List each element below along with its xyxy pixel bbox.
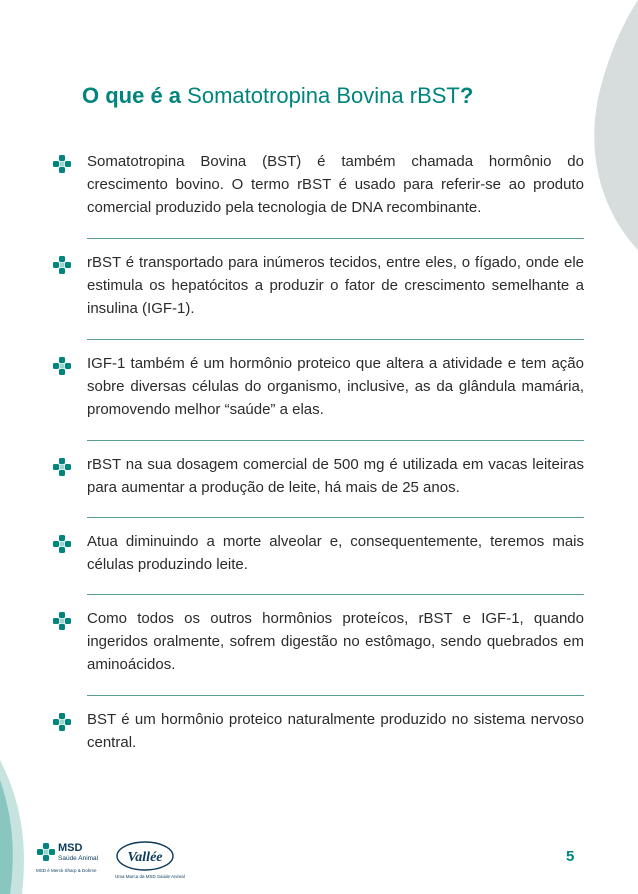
page-number: 5	[566, 848, 575, 865]
list-item	[52, 708, 584, 758]
title-question-mark: ?	[459, 83, 474, 108]
vallee-logo-text: Vallée	[127, 850, 163, 865]
vallee-tagline: Uma Marca da MSD Saúde Animal	[115, 874, 185, 879]
msd-cross-icon	[52, 611, 72, 631]
msd-logo-icon	[36, 842, 56, 862]
list-item	[52, 607, 584, 681]
divider	[87, 594, 584, 595]
title-bold-part: O que é a	[82, 83, 182, 108]
list-item	[52, 150, 584, 224]
divider	[87, 238, 584, 239]
msd-cross-icon	[52, 154, 72, 174]
msd-cross-icon	[52, 356, 72, 376]
list-item	[52, 251, 584, 325]
list-item	[52, 530, 584, 580]
vallee-logo-icon	[115, 840, 175, 872]
list-item	[52, 352, 584, 426]
msd-cross-icon	[52, 712, 72, 732]
title-light-part: Somatotropina Bovina rBST	[187, 83, 460, 108]
list-item-text: Somatotropina Bovina (BST) é também chamada hormônio do crescimento bovino. O termo rBST é usado para referir-se ao produto comercial produzido pela tecnologia de DNA recombinante.	[87, 153, 584, 216]
list-item-text: IGF-1 também é um hormônio proteico que altera a atividade e tem ação sobre diversas células do organismo, inclusive, as da glândula mamária, promovendo melhor “saúde” a elas.	[87, 355, 584, 418]
divider	[87, 339, 584, 340]
msd-logo-text: MSD	[58, 842, 83, 854]
list-item-text: Como todos os outros hormônios proteícos, rBST e IGF-1, quando ingeridos oralmente, sofrem digestão no estômago, sendo quebrados em aminoácidos.	[87, 610, 584, 673]
msd-cross-icon	[52, 255, 72, 275]
page-title	[82, 82, 602, 110]
list-item	[52, 453, 584, 503]
list-item-text: rBST é transportado para inúmeros tecidos, entre eles, o fígado, onde ele estimula os hepatócitos a produzir o fator de crescimento semelhante a insulina (IGF-1).	[87, 254, 584, 317]
msd-tagline: MSD é Merck Sharp & Dohme	[36, 868, 97, 873]
msd-cross-icon	[52, 534, 72, 554]
msd-cross-icon	[52, 457, 72, 477]
divider	[87, 440, 584, 441]
msd-division-text: Saúde Animal	[58, 855, 99, 862]
divider	[87, 695, 584, 696]
list-item-text: BST é um hormônio proteico naturalmente produzido no sistema nervoso central.	[87, 711, 584, 751]
divider	[87, 517, 584, 518]
bullet-list	[52, 150, 584, 758]
list-item-text: Atua diminuindo a morte alveolar e, consequentemente, teremos mais células produzindo leite.	[87, 533, 584, 573]
list-item-text: rBST na sua dosagem comercial de 500 mg é utilizada em vacas leiteiras para aumentar a produção de leite, há mais de 25 anos.	[87, 456, 584, 496]
